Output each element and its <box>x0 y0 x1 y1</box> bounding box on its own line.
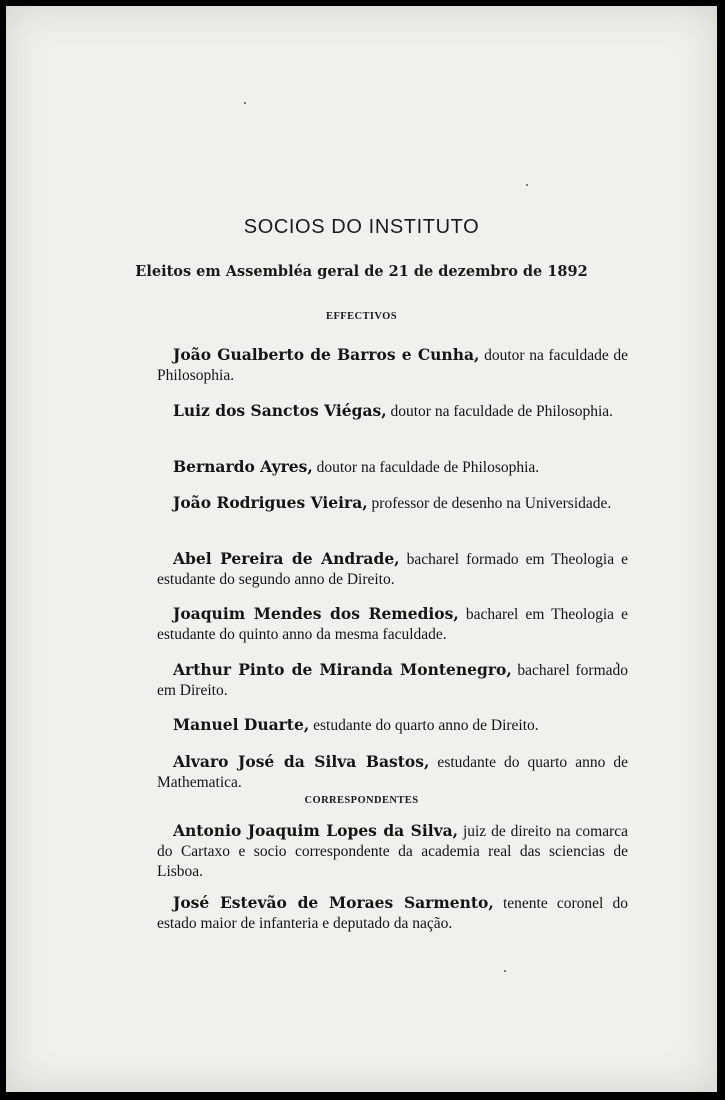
member-name: Bernardo Ayres, <box>173 457 313 476</box>
member-description: bacharel formado em Theologia e estudante do segundo anno de Direito. <box>157 551 628 588</box>
member-description: doutor na faculdade de Philosophia. <box>157 347 628 384</box>
member-entry <box>157 893 628 934</box>
member-name: Arthur Pinto de Miranda Montenegro, <box>173 660 512 679</box>
member-entry <box>157 821 628 882</box>
member-entry <box>157 493 628 514</box>
member-name: Joaquim Mendes dos Remedios, <box>173 604 459 623</box>
member-entry <box>157 660 628 701</box>
paper-speck <box>504 970 506 972</box>
member-description: estudante do quarto anno de Direito. <box>309 717 539 734</box>
member-entry <box>157 752 628 793</box>
member-entry <box>157 604 628 645</box>
member-entry <box>157 401 628 422</box>
member-description: juiz de direito na comarca do Cartaxo e socio correspondente da academia real das sciencias de Lisboa. <box>157 823 628 880</box>
section-heading-effectivos: EFFECTIVOS <box>326 311 397 322</box>
member-name: José Estevão de Moraes Sarmento, <box>173 893 494 912</box>
member-name: Manuel Duarte, <box>173 715 310 734</box>
member-name: Alvaro José da Silva Bastos, <box>173 752 430 771</box>
paper-sheet <box>6 6 717 1092</box>
member-name: Abel Pereira de Andrade, <box>173 549 400 568</box>
member-name: Luiz dos Sanctos Viégas, <box>173 401 387 420</box>
member-entry <box>157 345 628 386</box>
section-heading-correspondentes: CORRESPONDENTES <box>304 795 419 806</box>
member-name: Antonio Joaquim Lopes da Silva, <box>173 821 459 840</box>
member-description: tenente coronel do estado maior de infanteria e deputado da nação. <box>157 895 628 932</box>
paper-speck <box>244 102 246 104</box>
paper-speck <box>526 184 528 186</box>
member-description: doutor na faculdade de Philosophia. <box>312 459 540 476</box>
member-entry <box>157 715 628 736</box>
member-description: bacharel formado em Direito. <box>157 662 629 699</box>
member-name: João Rodrigues Vieira, <box>173 493 368 512</box>
member-description: estudante do quarto anno de Mathematica. <box>157 754 628 791</box>
member-entry <box>157 549 628 590</box>
page-subtitle: Eleitos em Assembléa geral de 21 de dezembro de 1892 <box>135 263 588 280</box>
page-title: SOCIOS DO INSTITUTO <box>243 216 480 238</box>
member-description: bacharel em Theologia e estudante do quinto anno da mesma faculdade. <box>157 606 628 643</box>
member-entry <box>157 457 628 478</box>
member-name: João Gualberto de Barros e Cunha, <box>173 345 480 364</box>
member-description: professor de desenho na Universidade. <box>367 495 612 512</box>
member-description: doutor na faculdade de Philosophia. <box>386 403 614 420</box>
